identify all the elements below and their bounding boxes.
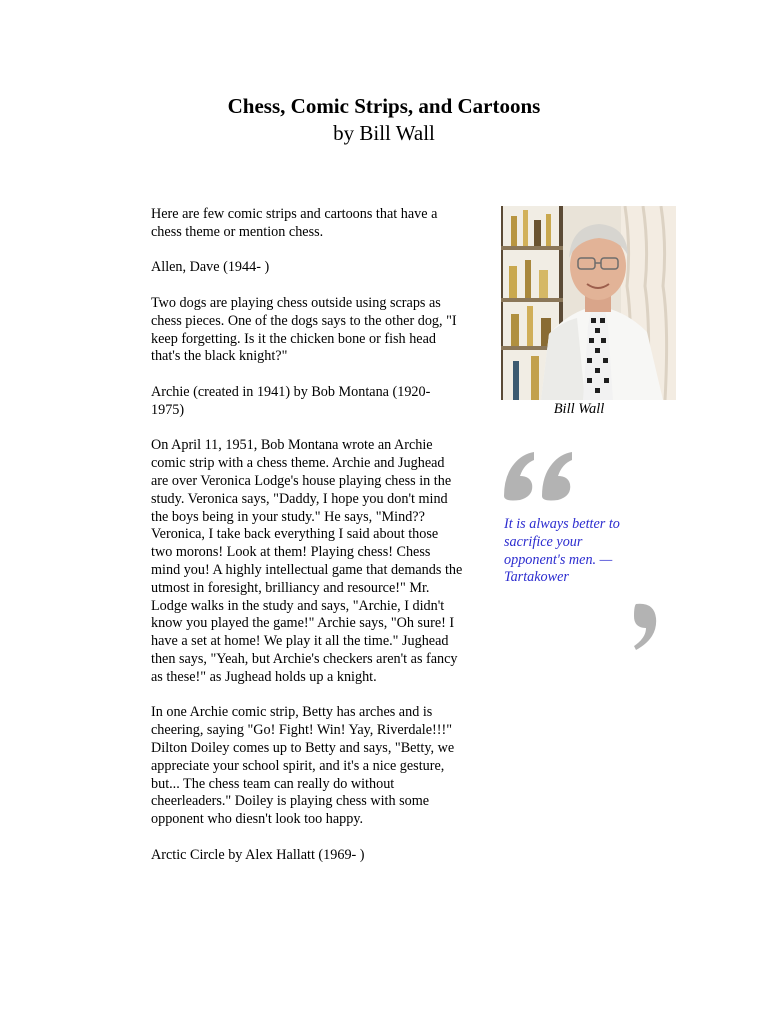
paragraph: Arctic Circle by Alex Hallatt (1969- ) [151,846,365,863]
paragraph: Here are few comic strips and cartoons that have a chess theme or mention chess. [151,206,438,240]
author-photo [501,206,676,400]
open-quote-icon [500,446,580,506]
close-quote-icon [630,600,660,654]
pull-quote: It is always better to sacrifice your opponent's men. — Tartakower [504,516,620,586]
article-body [151,206,463,882]
paragraph: Archie (created in 1941) by Bob Montana (1920-1975) [151,383,431,418]
page-byline: by Bill Wall [333,121,435,145]
paragraph: On April 11, 1951, Bob Montana wrote an Archie comic strip with a chess theme. Archie and Jughead are over Veronica Lodge's house playing chess in the study. Veronica says, "Daddy, I hope you don't mind the boys being in your study." He says, "Mind?? Veronica, I take back everything I said about those two morons! Look at them! Playing chess! Chess mind you! A highly intellectual game that demands the utmost in foresight, brilliancy and resource!" Mr. Lodge walks in the study and says, "Archie, I didn't know you played the game!" Archie says, "Oh sure! I have a set at home! We play it all the time." Jughead then says, "Yeah, but Archie's checkers aren't as fancy as these!" as Jughead holds up a knight. [151,437,463,685]
paragraph: Allen, Dave (1944- ) [151,259,270,276]
paragraph: In one Archie comic strip, Betty has arches and is cheering, saying "Go! Fight! Win! Yay, Riverdale!!!" Dilton Doiley comes up to Betty and says, "Betty, we appreciate your school spirit, and it's a nice gesture, but... The chess team can really do without cheerleaders." Doiley is playing chess with some opponent who diesn't look too happy. [151,704,455,828]
paragraph: Two dogs are playing chess outside using scraps as chess pieces. One of the dogs says to the other dog, "I keep forgetting. Is it the chicken bone or fish head that's the black knight?" [151,294,457,365]
page-title: Chess, Comic Strips, and Cartoons [227,94,541,118]
photo-caption: Bill Wall [553,401,605,417]
